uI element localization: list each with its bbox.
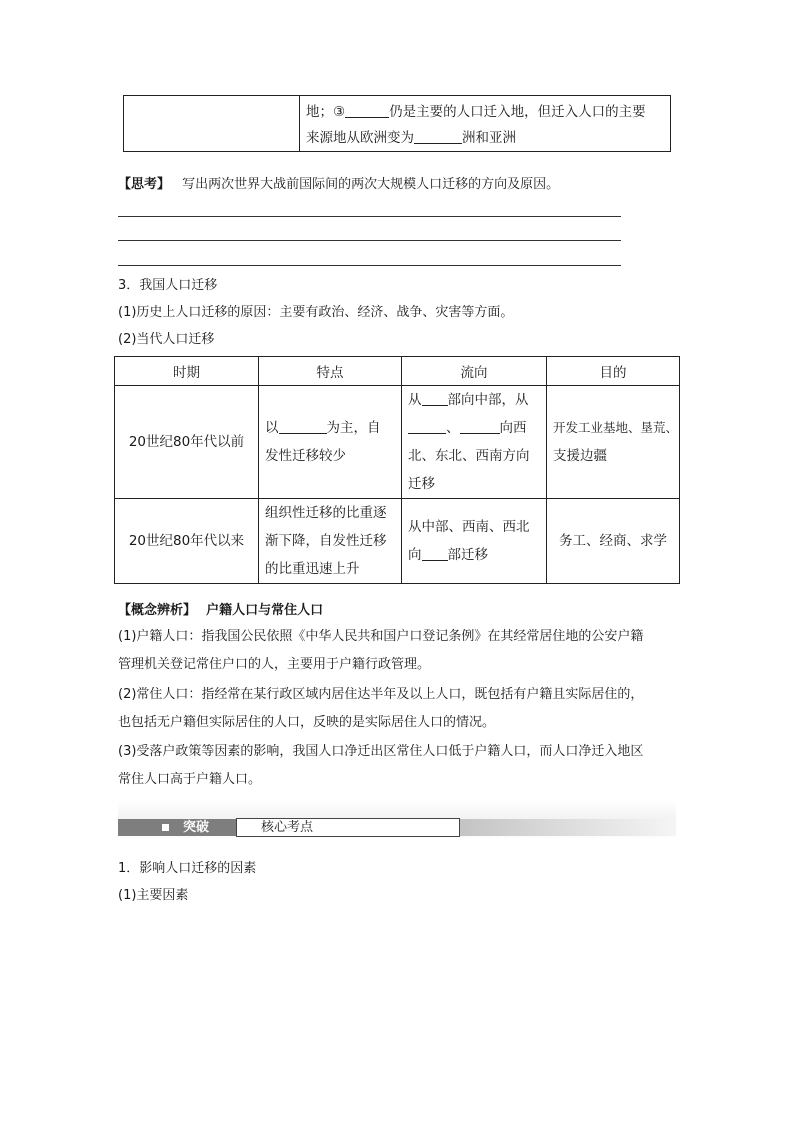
fill-blank[interactable] xyxy=(414,130,462,145)
top-table-line-2 xyxy=(306,125,670,151)
cell-line: 的比重迅速上升 xyxy=(265,561,360,577)
cell-flow xyxy=(402,386,547,499)
concept-title: 户籍人口与常住人口 xyxy=(206,603,324,618)
paragraph-item: (1)主要因素 xyxy=(118,888,189,903)
fill-blank[interactable] xyxy=(422,547,448,562)
section-heading: 1．影响人口迁移的因素 xyxy=(118,861,257,876)
table-row xyxy=(115,386,680,499)
text-segment: 部向中部，从 xyxy=(447,392,529,408)
text-segment: 来源地从欧洲变为 xyxy=(306,130,414,146)
concept-label: 【概念辨析】 xyxy=(118,603,197,618)
cell-line: 渐下降，自发性迁移 xyxy=(265,533,387,549)
cell-flow xyxy=(402,499,547,584)
cell-line: 从中部、西南、西北 xyxy=(408,519,530,535)
answer-line-1[interactable] xyxy=(118,216,621,217)
paragraph-line: (3)受落户政策等因素的影响，我国人口净迁出区常住人口低于户籍人口，而人口净迁入地区 xyxy=(118,744,644,759)
text-segment: 、 xyxy=(446,420,460,436)
answer-line-3[interactable] xyxy=(118,265,621,266)
paragraph-line: 管理机关登记常住户口的人，主要用于户籍行政管理。 xyxy=(118,657,431,672)
text-segment: 向西 xyxy=(499,420,527,436)
cell-line: 发性迁移较少 xyxy=(265,448,346,464)
paragraph-item: (1)历史上人口迁移的原因：主要有政治、经济、战争、灾害等方面。 xyxy=(118,305,514,320)
banner-left-label: 突破 xyxy=(183,820,210,835)
top-table-line-1 xyxy=(306,99,670,125)
cell-line: 支援边疆 xyxy=(553,448,607,464)
fill-blank[interactable] xyxy=(460,420,500,435)
think-prompt xyxy=(118,175,559,195)
cell-period: 20世纪80年代以来 xyxy=(115,499,259,584)
fill-blank[interactable] xyxy=(408,420,446,435)
migration-table xyxy=(114,356,680,584)
paragraph-line: (1)户籍人口：指我国公民依照《中华人民共和国户口登记条例》在其经常居住地的公安户籍 xyxy=(118,629,644,644)
banner-left-block xyxy=(118,819,236,836)
cell-purpose xyxy=(547,386,680,499)
cell-line xyxy=(408,541,542,569)
cell-line: 北、东北、西南方向 xyxy=(408,448,530,464)
text-segment: 洲和亚洲 xyxy=(462,130,516,146)
think-text: 写出两次世界大战前国际间的两次大规模人口迁移的方向及原因。 xyxy=(182,177,560,192)
header-purpose: 目的 xyxy=(547,357,680,386)
text-segment: 向 xyxy=(408,547,422,563)
paragraph-line: 常住人口高于户籍人口。 xyxy=(118,772,262,787)
header-flow: 流向 xyxy=(402,357,547,386)
cell-period: 20世纪80年代以前 xyxy=(115,386,259,499)
text-segment: 从 xyxy=(408,392,422,408)
text-segment: 部迁移 xyxy=(447,547,488,563)
top-table-left-cell xyxy=(124,96,300,152)
paragraph-item: (2)当代人口迁移 xyxy=(118,332,215,347)
cell-line: 开发工业基地、垦荒、 xyxy=(553,420,679,435)
text-segment: 地；③ xyxy=(306,104,346,120)
banner-right-label: 核心考点 xyxy=(261,820,314,835)
top-table-fragment xyxy=(123,95,671,152)
text-segment: 以 xyxy=(265,420,279,436)
header-period: 时期 xyxy=(115,357,259,386)
text-segment: 仍是主要的人口迁入地，但迁入人口的主要 xyxy=(389,104,646,120)
top-table-right-cell xyxy=(300,96,671,152)
cell-line xyxy=(408,414,542,442)
header-feature: 特点 xyxy=(259,357,402,386)
fill-blank[interactable] xyxy=(422,392,448,407)
think-label: 【思考】 xyxy=(118,177,171,192)
text-segment: 为主，自 xyxy=(326,420,381,436)
square-bullet-icon xyxy=(162,824,169,831)
section-heading: 3．我国人口迁移 xyxy=(118,278,218,293)
cell-purpose: 务工、经商、求学 xyxy=(547,499,680,584)
cell-feature xyxy=(259,386,402,499)
paragraph-line: 也包括无户籍但实际居住的人口，反映的是实际居住人口的情况。 xyxy=(118,715,496,730)
answer-line-2[interactable] xyxy=(118,240,621,241)
cell-line: 迁移 xyxy=(408,476,435,492)
section-banner xyxy=(118,800,676,840)
cell-line xyxy=(265,414,397,442)
fill-blank[interactable] xyxy=(345,104,389,119)
table-header-row xyxy=(115,357,680,386)
paragraph-line: (2)常住人口：指经常在某行政区域内居住达半年及以上人口，既包括有户籍且实际居住的， xyxy=(118,687,644,702)
cell-line xyxy=(408,386,542,414)
table-row xyxy=(115,499,680,584)
banner-right-box xyxy=(236,818,460,837)
cell-feature xyxy=(259,499,402,584)
fill-blank[interactable] xyxy=(279,420,327,435)
cell-line: 组织性迁移的比重逐 xyxy=(265,505,387,521)
concept-heading xyxy=(118,601,323,621)
